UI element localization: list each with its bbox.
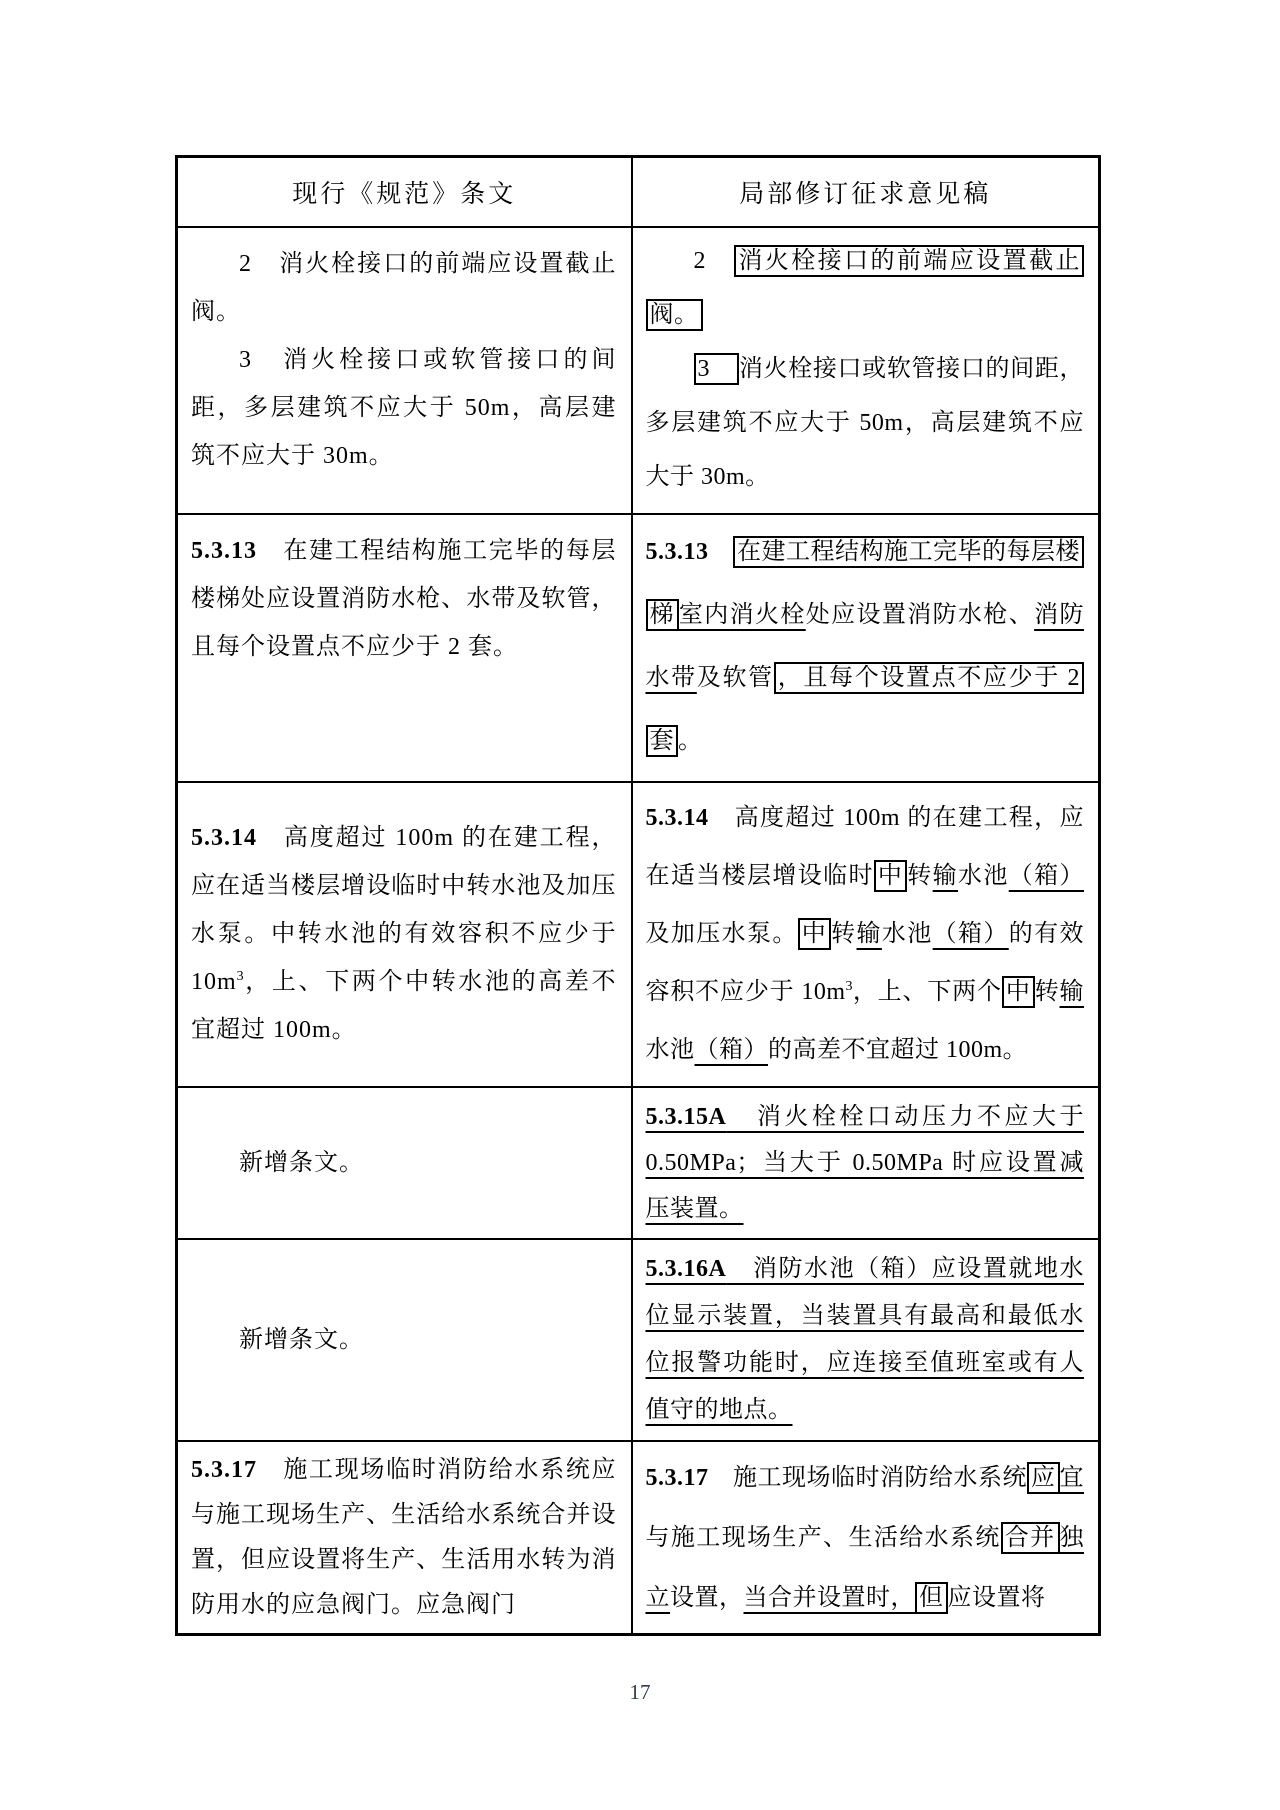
text-segment-plain: 的有效容积不应少于 10m	[645, 920, 1084, 1005]
text-segment-plain: 及软管	[696, 664, 774, 691]
text-segment-plain: ，上、下两个中转水池的高差不宜超过 100m。	[191, 969, 617, 1043]
text-segment-box: 中	[1002, 976, 1035, 1008]
text-segment-u: 输	[932, 862, 958, 889]
text-segment-plain: 的高差不宜超过 100m。	[768, 1036, 1028, 1063]
paragraph	[646, 234, 1085, 342]
text-segment-boldu: 5.3.16A	[645, 1255, 727, 1282]
text-segment-u: 消火栓栓口动压力不应大于 0.50MPa；当大于 0.50MPa 时应设置减压装置。	[645, 1103, 1084, 1222]
table-row-5-3-13	[177, 514, 1100, 782]
paragraph	[191, 240, 617, 336]
paragraph	[646, 342, 1085, 504]
text-segment-bold: 5.3.14	[191, 825, 257, 851]
table-row-5-3-16A	[177, 1239, 1100, 1441]
text-segment-plain: 转	[907, 862, 933, 889]
text-segment-plain: 水池	[958, 862, 1009, 889]
paragraph	[191, 814, 617, 1054]
paragraph	[191, 336, 617, 480]
text-segment-bold: 5.3.17	[645, 1464, 709, 1491]
paragraph	[646, 1448, 1085, 1628]
text-segment-plain: 与施工现场生产、生活给水系统	[645, 1524, 1001, 1551]
paragraph	[646, 521, 1085, 773]
text-segment-u: 输	[856, 920, 882, 947]
text-segment-plain: 应设置将	[947, 1584, 1046, 1611]
page-number: 17	[629, 1680, 651, 1704]
text-segment-u: （箱）	[694, 1036, 768, 1063]
text-segment-plain: 新增条文。	[239, 1149, 364, 1176]
text-segment-plain: 。	[678, 727, 703, 754]
text-segment-plain: 水池	[881, 920, 933, 947]
text-segment-plain: 处应设置消防水枪、	[805, 601, 1035, 628]
paragraph	[646, 789, 1085, 1079]
table-row-hydrant-outlet	[177, 227, 1100, 514]
text-segment-box: ，且每个设置点不应少于 2 套	[646, 662, 1085, 757]
text-segment-u: 消防水池（箱）应设置就地水位显示装置，当装置具有最高和最低水位报警功能时，应连接至值班室或有人值守的地点。	[645, 1255, 1084, 1423]
cell-draft-5-3-15A	[632, 1087, 1100, 1239]
text-segment-bold: 5.3.14	[645, 804, 709, 831]
table-row-5-3-14	[177, 782, 1100, 1087]
text-segment-box: 但	[915, 1582, 948, 1614]
text-segment-u: 独立	[645, 1524, 1084, 1611]
revision-comparison-table	[175, 155, 1101, 1636]
text-segment-plain: 及加压水泵。	[645, 920, 798, 947]
text-segment-u: 室内消火栓	[678, 601, 806, 628]
text-segment-plain: 转	[1034, 978, 1060, 1005]
text-segment-box: 消火栓接口的前端应设置截止阀。	[646, 245, 1085, 331]
text-segment-box: 在建工程结构施工完毕的每层楼梯	[646, 536, 1085, 631]
table-row-5-3-15A	[177, 1087, 1100, 1239]
table-header-row	[177, 157, 1100, 227]
text-segment-plain: 高度超过 100m 的在建工程，应在适当楼层增设临时	[645, 804, 1084, 889]
cell-current-5-3-16A	[177, 1239, 632, 1441]
text-segment-u: （箱）	[932, 920, 1009, 947]
text-segment-plain: ，上、下两个	[852, 978, 1002, 1005]
text-segment-box: 中	[798, 918, 831, 950]
text-segment-box: 应	[1027, 1462, 1060, 1494]
text-segment-plain: 转	[831, 920, 857, 947]
text-segment-plain: 施工现场临时消防给水系统	[708, 1464, 1027, 1491]
cell-current-5-3-13	[177, 514, 632, 782]
text-segment-u: 宜	[1059, 1464, 1084, 1491]
text-segment-plain	[709, 539, 734, 565]
text-segment-plain: 消火栓接口或软管接口的间距，多层建筑不应大于 50m，高层建筑不应大于 30m。	[645, 355, 1085, 490]
cell-draft-5-3-16A	[632, 1239, 1100, 1441]
cell-current-5-3-15A	[177, 1087, 632, 1239]
text-segment-bold: 5.3.17	[191, 1456, 257, 1483]
paragraph	[191, 1316, 617, 1364]
text-segment-sup: 3	[236, 969, 244, 984]
text-segment-plain: 在建工程结构施工完毕的每层楼梯处应设置消防水枪、水带及软管，且每个设置点不应少于 2 套。	[191, 537, 617, 660]
text-segment-plain: 2	[693, 247, 735, 274]
text-segment-box: 中	[874, 860, 907, 892]
paragraph	[191, 1448, 617, 1628]
text-segment-plain: 新增条文。	[239, 1326, 364, 1353]
paragraph	[646, 1094, 1085, 1232]
text-segment-box: 3	[694, 353, 739, 385]
text-segment-box: 合并	[1001, 1522, 1060, 1554]
cell-current-5-3-17	[177, 1441, 632, 1635]
text-segment-u: 消防水带	[645, 601, 1084, 691]
table-row-5-3-17	[177, 1441, 1100, 1635]
cell-draft-5-3-13	[632, 514, 1100, 782]
paragraph	[191, 1139, 617, 1187]
column-header-current-code: 现行《规范》条文	[177, 157, 632, 227]
column-header-revision-draft: 局部修订征求意见稿	[632, 157, 1100, 227]
text-segment-plain: 设置，	[670, 1584, 744, 1611]
text-segment-bold: 5.3.13	[191, 537, 257, 564]
cell-current-5-3-14	[177, 782, 632, 1087]
cell-current-hydrant-outlet	[177, 227, 632, 514]
text-segment-u: （箱）	[1008, 862, 1084, 889]
text-segment-boldu: 5.3.15A	[645, 1103, 727, 1130]
text-segment-plain: 3 消火栓接口或软管接口的间距，多层建筑不应大于 50m，高层建筑不应大于 30m。	[191, 346, 617, 469]
text-segment-plain: 高度超过 100m 的在建工程，应在适当楼层增设临时中转水池及加压水泵。中转水池的有效容积不应少于 10m	[191, 825, 617, 995]
text-segment-plain: 施工现场临时消防给水系统应与施工现场生产、生活给水系统合并设置，但应设置将生产、生活用水转为消防用水的应急阀门。应急阀门	[191, 1456, 617, 1618]
text-segment-bold: 5.3.13	[645, 538, 709, 565]
cell-draft-5-3-14	[632, 782, 1100, 1087]
text-segment-plain: 2 消火栓接口的前端应设置截止阀。	[191, 250, 617, 325]
cell-draft-5-3-17	[632, 1441, 1100, 1635]
text-segment-u: 输	[1059, 978, 1085, 1005]
text-segment-sup: 3	[845, 978, 853, 994]
text-segment-plain: 水池	[645, 1036, 695, 1063]
cell-draft-hydrant-outlet	[632, 227, 1100, 514]
text-segment-u: 当合并设置时，	[743, 1584, 915, 1611]
paragraph	[646, 1246, 1085, 1434]
paragraph	[191, 527, 617, 671]
